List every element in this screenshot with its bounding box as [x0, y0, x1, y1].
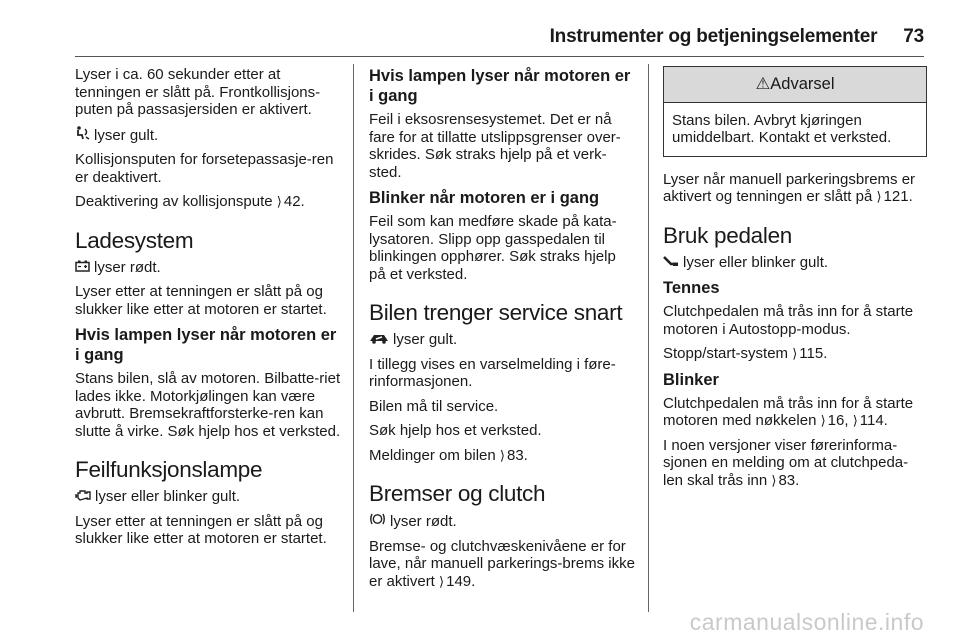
paragraph: Stans bilen, slå av motoren. Bilbatte-riet lades ikke. Motorkjølingen kan være avbrutt. Bremsekraftforsterke-ren kan slutte å virke. Søk hjelp hos et verksted. [75, 370, 341, 440]
paragraph: Bilen må til service. [369, 397, 499, 415]
paragraph: Clutchpedalen må trås inn for å starte motoren i Autostopp-modus. [663, 303, 914, 338]
paragraph: Meldinger om bilen ⟩ 83. [369, 446, 528, 464]
page-reference-icon: ⟩ [792, 346, 798, 361]
column-2 [369, 66, 635, 597]
passenger-airbag-icon [75, 126, 90, 145]
paragraph: Lyser i ca. 60 sekunder etter at tenningen er slått på. Frontkollisjons-puten på passasjersiden er aktivert. [75, 66, 321, 118]
subheading: Hvis lampen lyser når motoren er i gang [75, 326, 337, 364]
column-3 [663, 66, 927, 496]
subheading: Blinker når motoren er i gang [369, 189, 600, 207]
paragraph: Feil i eksosrensesystemet. Det er nå fare for at tillatte utslippsgrenser over-skrides. Søk straks hjelp på et verk-sted. [369, 111, 621, 181]
column-divider [353, 64, 354, 612]
column-1 [75, 66, 345, 555]
subheading: Hvis lampen lyser når motoren er i gang [369, 67, 631, 105]
watermark: carmanualsonline.info [689, 609, 924, 635]
page-reference-icon: ⟩ [771, 472, 777, 488]
paragraph: lyser gult. [369, 331, 635, 349]
paragraph: lyser eller blinker gult. [75, 488, 345, 506]
service-wrench-icon [369, 331, 389, 349]
page-reference-icon: ⟩ [820, 413, 826, 428]
page-reference-icon: ⟩ [499, 447, 505, 463]
subheading: Blinker [663, 370, 719, 389]
paragraph: Lyser etter at tenningen er slått på og slukker like etter at motoren er startet. [75, 283, 327, 318]
warning-body: Stans bilen. Avbryt kjøringen umiddelbart. Kontakt et verksted. [672, 111, 892, 146]
page-header [550, 26, 924, 48]
engine-check-icon [75, 488, 91, 506]
battery-icon [75, 259, 90, 277]
section-heading: Bruk pedalen [663, 222, 792, 248]
section-heading: Feilfunksjonslampe [75, 457, 263, 482]
paragraph: Clutchpedalen må trås inn for å starte motoren med nøkkelen ⟩ 16, ⟩ 114. [663, 394, 914, 429]
brake-warning-icon [369, 512, 386, 531]
page-reference-icon: ⟩ [876, 189, 882, 204]
page-reference-icon: ⟩ [439, 573, 445, 589]
warning-title: ⚠Advarsel [664, 67, 926, 103]
paragraph: I noen versjoner viser førerinforma-sjonen en melding om at clutchpeda-len skal trås inn ⟩ 83. [663, 436, 909, 489]
paragraph: lyser gult. [75, 126, 345, 145]
paragraph: Stopp/start-system ⟩ 115. [663, 345, 828, 362]
warning-triangle-icon: ⚠ [755, 75, 771, 93]
clutch-pedal-icon [663, 254, 679, 272]
paragraph: Deaktivering av kollisjonspute ⟩ 42. [75, 193, 305, 210]
page-title: Instrumenter og betjeningselementer [549, 26, 878, 47]
page-reference-icon: ⟩ [276, 194, 282, 209]
paragraph: Søk hjelp hos et verksted. [369, 422, 542, 439]
section-heading: Ladesystem [75, 227, 194, 253]
paragraph: lyser rødt. [369, 512, 635, 531]
subheading: Tennes [663, 279, 720, 297]
page-number: 73 [903, 26, 924, 47]
page-reference-icon: ⟩ [852, 413, 858, 428]
header-rule [75, 56, 924, 57]
section-heading: Bremser og clutch [369, 481, 546, 506]
paragraph: lyser rødt. [75, 259, 345, 277]
paragraph: Lyser etter at tenningen er slått på og slukker like etter at motoren er startet. [75, 512, 327, 547]
section-heading: Bilen trenger service snart [369, 300, 623, 325]
paragraph: Kollisjonsputen for forsetepassasje-ren er deaktivert. [75, 151, 334, 186]
column-divider [648, 64, 649, 612]
paragraph: lyser eller blinker gult. [663, 254, 927, 272]
paragraph: I tillegg vises en varselmelding i føre-rinformasjonen. [369, 355, 616, 390]
paragraph: Bremse- og clutchvæskenivåene er for lave, når manuell parkerings-brems ikke er aktivert ⟩ 149. [369, 537, 635, 590]
paragraph: Lyser når manuell parkeringsbrems er aktivert og tenningen er slått på ⟩ 121. [663, 170, 916, 205]
paragraph: Feil som kan medføre skade på kata-lysatoren. Slipp opp gasspedalen til blinkingen opphører. Søk straks hjelp på et verksted. [369, 213, 617, 283]
warning-box [663, 66, 927, 157]
